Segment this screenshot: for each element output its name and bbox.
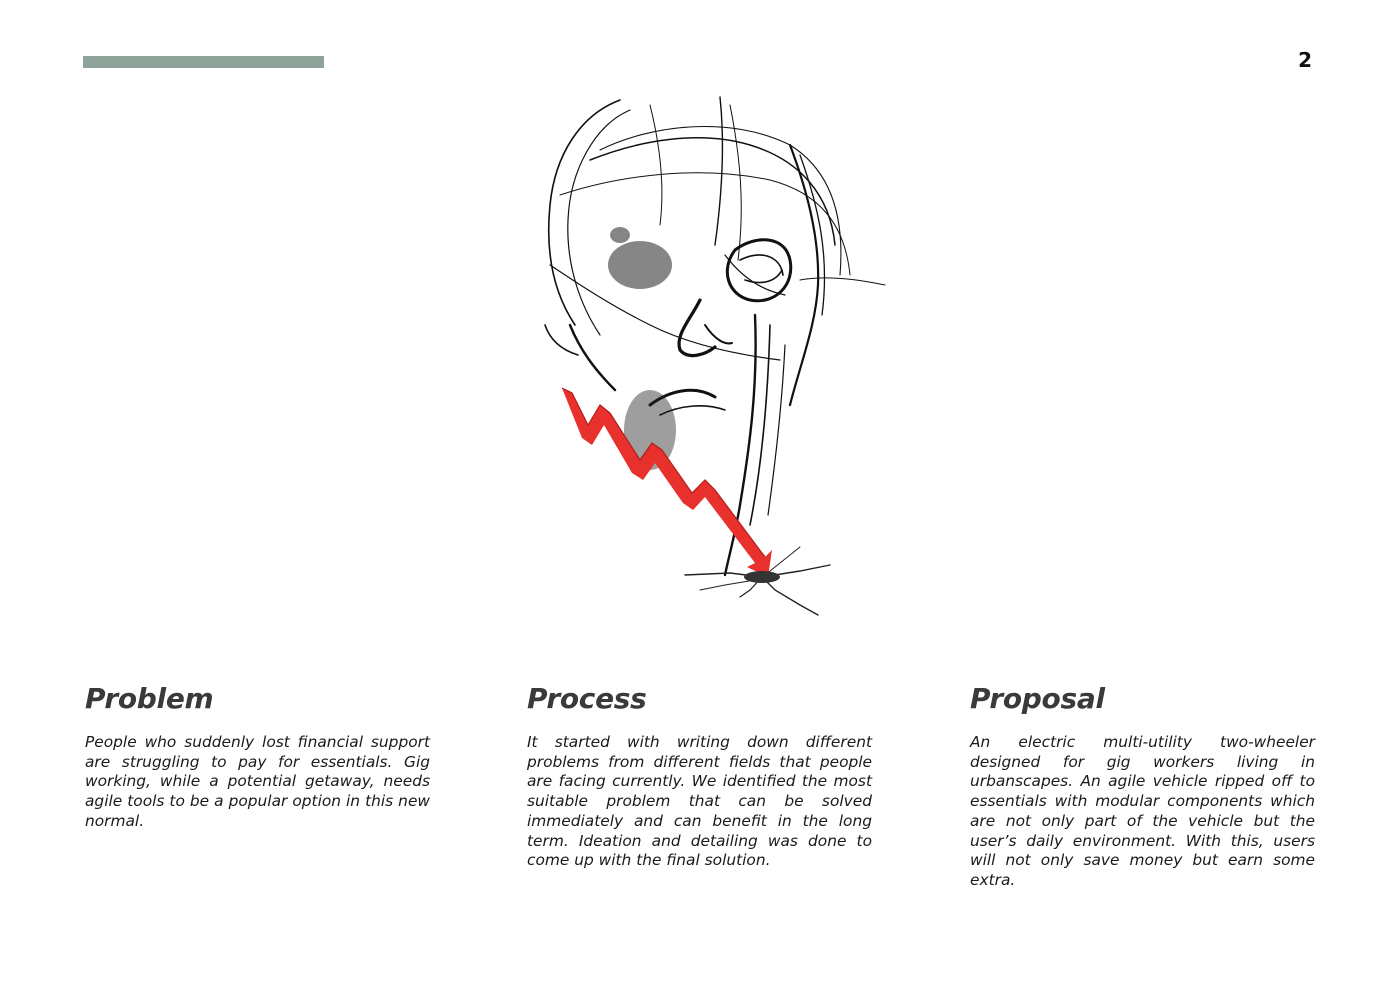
section-body: An electric multi-utility two-wheeler designed for gig workers living in urbanscapes. An agile vehicle ripped off to essentials with modular components which are not only part of the vehicle but the user’s daily environment. With this, users will not only save money but earn some extra. (970, 733, 1315, 889)
section-title: Process (527, 682, 647, 715)
section-title: Proposal (970, 682, 1105, 715)
section-body: People who suddenly lost financial support are struggling to pay for essentials. Gig working, while a potential getaway, needs agile tools to be a popular option in this new normal. (85, 733, 430, 830)
accent-bar (83, 56, 324, 68)
section-body: It started with writing down different problems from different fields that people are facing currently. We identified the most suitable problem that can be solved immediately and can benefit in the long term. Ideation and detailing was done to come up with the final solution. (527, 733, 872, 870)
sketch-illustration (500, 85, 920, 630)
section-title: Problem (85, 682, 214, 715)
section-proposal (970, 682, 1315, 891)
page-number: 2 (1298, 48, 1312, 72)
section-process (527, 682, 872, 871)
section-problem (85, 682, 430, 832)
